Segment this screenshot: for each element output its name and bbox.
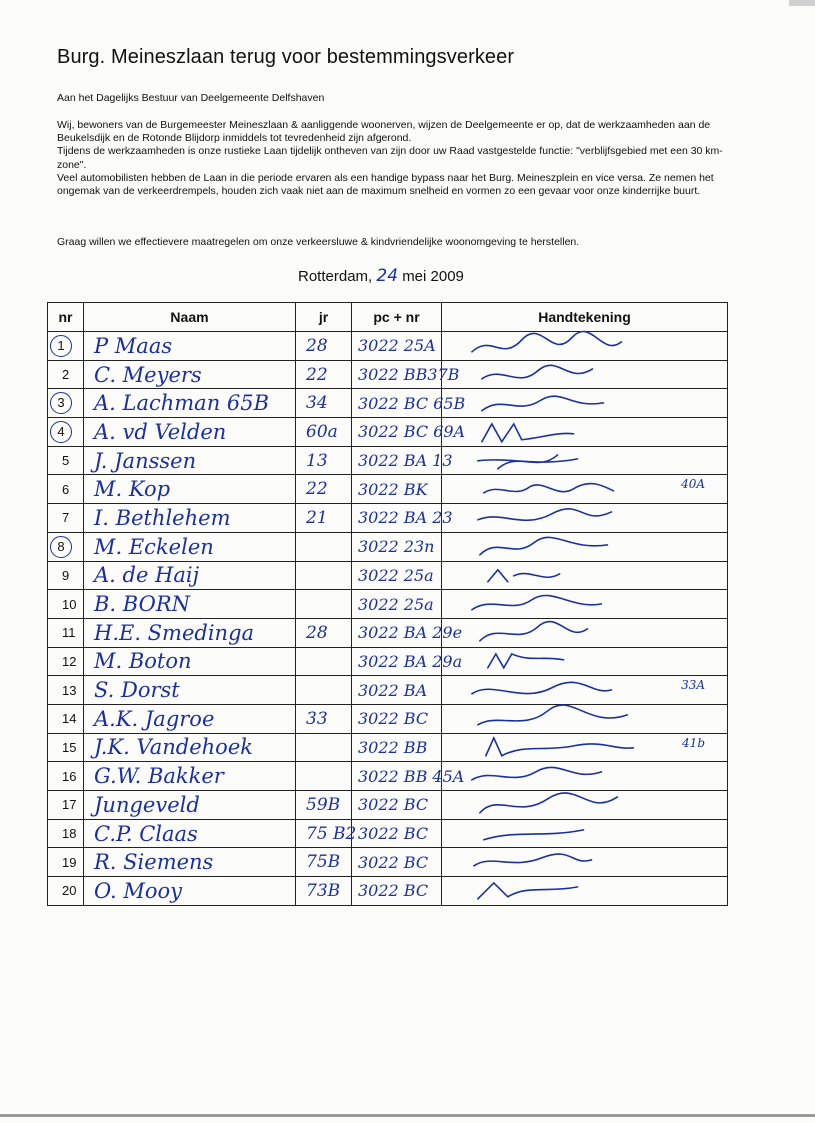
row-signature	[442, 647, 728, 676]
row-signature	[442, 446, 728, 475]
signature-scribble	[442, 848, 727, 876]
table-row	[48, 532, 728, 561]
row-naam: G.W. Bakker	[84, 762, 296, 791]
signature-scribble	[442, 562, 727, 590]
row-naam: A.K. Jagroe	[84, 704, 296, 733]
row-naam: S. Dorst	[84, 676, 296, 705]
number: 6	[62, 481, 70, 497]
row-number	[48, 504, 84, 533]
row-number	[48, 590, 84, 619]
number: 9	[62, 567, 70, 583]
row-pc: 3022 BB37B	[352, 360, 442, 389]
table-row	[48, 504, 728, 533]
row-naam: Jungeveld	[84, 791, 296, 820]
row-number	[48, 704, 84, 733]
row-signature	[442, 676, 728, 705]
number: 2	[62, 367, 70, 383]
row-pc: 3022 BA 23	[352, 504, 442, 533]
circled-number: 3	[50, 392, 72, 414]
row-pc: 3022 BC	[352, 704, 442, 733]
signature-scribble	[442, 619, 727, 647]
row-naam: H.E. Smedinga	[84, 618, 296, 647]
row-naam: A. Lachman 65B	[84, 389, 296, 418]
row-signature	[442, 848, 728, 877]
row-naam: B. BORN	[84, 590, 296, 619]
table-row	[48, 791, 728, 820]
row-pc: 3022 BA 29e	[352, 618, 442, 647]
signature-scribble	[442, 877, 727, 905]
signature-scribble	[442, 389, 727, 417]
row-signature	[442, 590, 728, 619]
paragraph: Wij, bewoners van de Burgemeester Meineszlaan & aanliggende woonerven, wijzen de Deelgemeente er op, dat de werkzaamheden aan de Beukelsdijk en de Rotonde Blijdorp inmiddels tot tevredenheid zijn afgerond.	[57, 119, 711, 145]
row-jr	[296, 561, 352, 590]
row-jr: 22	[296, 360, 352, 389]
signature-scribble	[442, 791, 727, 819]
circled-number: 4	[50, 421, 72, 443]
row-naam: J. Janssen	[84, 446, 296, 475]
row-number	[48, 561, 84, 590]
signature-scribble	[442, 533, 727, 561]
row-jr: 33	[296, 704, 352, 733]
signature-scribble	[442, 418, 727, 446]
scan-corner	[789, 0, 815, 6]
header-jr: jr	[296, 303, 352, 332]
closing-sentence: Graag willen we effectievere maatregelen om onze verkeersluwe & kindvriendelijke woonomgeving te herstellen.	[57, 236, 580, 248]
row-pc: 3022 BC	[352, 819, 442, 848]
row-number	[48, 676, 84, 705]
number: 14	[62, 711, 77, 727]
row-number	[48, 819, 84, 848]
signature-scribble	[442, 705, 727, 733]
signature-scribble	[442, 762, 727, 790]
letter-body	[57, 119, 747, 198]
row-signature	[442, 504, 728, 533]
number: 11	[62, 625, 76, 641]
signature-note: 33A	[681, 678, 705, 693]
row-signature	[442, 561, 728, 590]
header-pc: pc + nr	[352, 303, 442, 332]
row-jr	[296, 590, 352, 619]
row-jr: 13	[296, 446, 352, 475]
row-jr: 28	[296, 618, 352, 647]
row-jr: 28	[296, 332, 352, 361]
table-row	[48, 647, 728, 676]
paragraph: Veel automobilisten hebben de Laan in die periode ervaren als een handige bypass naar het Burg. Meineszplein en vice versa. Ze nemen het ongemak van de verkeerdrempels, houden zich vaak niet aan de maximum snelheid en vormen zo een gevaar voor onze kinderrijke buurt.	[57, 171, 714, 198]
table-row	[48, 389, 728, 418]
row-pc: 3022 BB 45A	[352, 762, 442, 791]
row-pc: 3022 23n	[352, 532, 442, 561]
number: 16	[62, 768, 77, 784]
signature-scribble	[442, 332, 727, 360]
row-jr: 73B	[296, 877, 352, 906]
row-pc: 3022 BC	[352, 877, 442, 906]
table-row	[48, 360, 728, 389]
row-jr: 60a	[296, 418, 352, 447]
row-naam: R. Siemens	[84, 848, 296, 877]
row-naam: C. Meyers	[84, 360, 296, 389]
table-row	[48, 475, 728, 504]
row-number	[48, 360, 84, 389]
row-signature	[442, 360, 728, 389]
number: 20	[62, 883, 77, 899]
header-nr: nr	[48, 303, 84, 332]
table-row	[48, 819, 728, 848]
row-jr	[296, 733, 352, 762]
number: 12	[62, 653, 77, 669]
row-signature	[442, 532, 728, 561]
table-row	[48, 590, 728, 619]
row-naam: A. vd Velden	[84, 418, 296, 447]
row-number	[48, 389, 84, 418]
row-number	[48, 877, 84, 906]
row-pc: 3022 BC	[352, 848, 442, 877]
number: 15	[62, 739, 77, 755]
table-row	[48, 618, 728, 647]
row-naam: M. Eckelen	[84, 532, 296, 561]
table-row	[48, 446, 728, 475]
signature-scribble	[442, 447, 727, 475]
place-date	[298, 266, 464, 286]
signature-scribble	[442, 361, 727, 389]
row-pc: 3022 BA	[352, 676, 442, 705]
row-signature	[442, 733, 728, 762]
month-year: mei 2009	[402, 268, 464, 285]
row-pc: 3022 BA 29a	[352, 647, 442, 676]
row-signature	[442, 877, 728, 906]
number: 19	[62, 854, 77, 870]
number: 7	[62, 510, 70, 526]
table-row	[48, 762, 728, 791]
row-jr: 21	[296, 504, 352, 533]
row-jr: 59B	[296, 791, 352, 820]
row-pc: 3022 25a	[352, 561, 442, 590]
row-naam: J.K. Vandehoek	[84, 733, 296, 762]
row-jr: 22	[296, 475, 352, 504]
row-pc: 3022 BC 69A	[352, 418, 442, 447]
row-pc: 3022 25A	[352, 332, 442, 361]
row-jr	[296, 762, 352, 791]
table-row	[48, 848, 728, 877]
row-number	[48, 332, 84, 361]
table-header	[48, 303, 728, 332]
addressee: Aan het Dagelijks Bestuur van Deelgemeente Delfshaven	[57, 92, 325, 104]
row-signature	[442, 762, 728, 791]
row-signature	[442, 704, 728, 733]
row-naam: O. Mooy	[84, 877, 296, 906]
signature-scribble	[442, 820, 727, 848]
paragraph: Tijdens de werkzaamheden is onze rustieke Laan tijdelijk ontheven van zijn door uw Raad vastgestelde functie: "verblijfsgebied met een 30 km-zone".	[57, 145, 723, 171]
header-naam: Naam	[84, 303, 296, 332]
row-pc: 3022 BK	[352, 475, 442, 504]
table-row	[48, 733, 728, 762]
row-jr: 75 B2	[296, 819, 352, 848]
row-number	[48, 848, 84, 877]
signature-scribble	[442, 504, 727, 532]
row-pc: 3022 25a	[352, 590, 442, 619]
row-signature	[442, 418, 728, 447]
table-row	[48, 704, 728, 733]
row-number	[48, 418, 84, 447]
row-number	[48, 733, 84, 762]
row-number	[48, 446, 84, 475]
row-signature	[442, 819, 728, 848]
row-jr	[296, 532, 352, 561]
table-row	[48, 676, 728, 705]
row-naam: A. de Haij	[84, 561, 296, 590]
row-signature	[442, 389, 728, 418]
header-handtekening: Handtekening	[442, 303, 728, 332]
row-naam: M. Boton	[84, 647, 296, 676]
row-signature	[442, 791, 728, 820]
row-jr: 75B	[296, 848, 352, 877]
number: 18	[62, 826, 77, 842]
row-naam: C.P. Claas	[84, 819, 296, 848]
table-row	[48, 418, 728, 447]
scan-edge	[0, 1114, 815, 1117]
row-pc: 3022 BC 65B	[352, 389, 442, 418]
signature-table	[47, 302, 728, 906]
signature-scribble	[442, 648, 727, 676]
signature-note: 41b	[682, 735, 705, 750]
row-signature	[442, 332, 728, 361]
table-row	[48, 877, 728, 906]
number: 17	[62, 797, 77, 813]
row-number	[48, 762, 84, 791]
handwritten-day: 24	[376, 266, 399, 286]
row-jr: 34	[296, 389, 352, 418]
row-jr	[296, 647, 352, 676]
row-number	[48, 475, 84, 504]
place: Rotterdam,	[298, 268, 373, 285]
row-signature	[442, 475, 728, 504]
number: 5	[62, 453, 70, 469]
number: 13	[62, 682, 77, 698]
row-number	[48, 618, 84, 647]
row-number	[48, 647, 84, 676]
row-naam: M. Kop	[84, 475, 296, 504]
number: 10	[62, 596, 77, 612]
row-number	[48, 532, 84, 561]
row-jr	[296, 676, 352, 705]
row-number	[48, 791, 84, 820]
row-pc: 3022 BC	[352, 791, 442, 820]
table-row	[48, 332, 728, 361]
circled-number: 8	[50, 536, 72, 558]
document-title: Burg. Meineszlaan terug voor bestemmingsverkeer	[57, 46, 515, 68]
table-row	[48, 561, 728, 590]
signature-scribble	[442, 590, 727, 618]
row-naam: P Maas	[84, 332, 296, 361]
row-signature	[442, 618, 728, 647]
row-pc: 3022 BA 13	[352, 446, 442, 475]
row-naam: I. Bethlehem	[84, 504, 296, 533]
row-pc: 3022 BB	[352, 733, 442, 762]
circled-number: 1	[50, 335, 72, 357]
signature-note: 40A	[681, 477, 705, 492]
